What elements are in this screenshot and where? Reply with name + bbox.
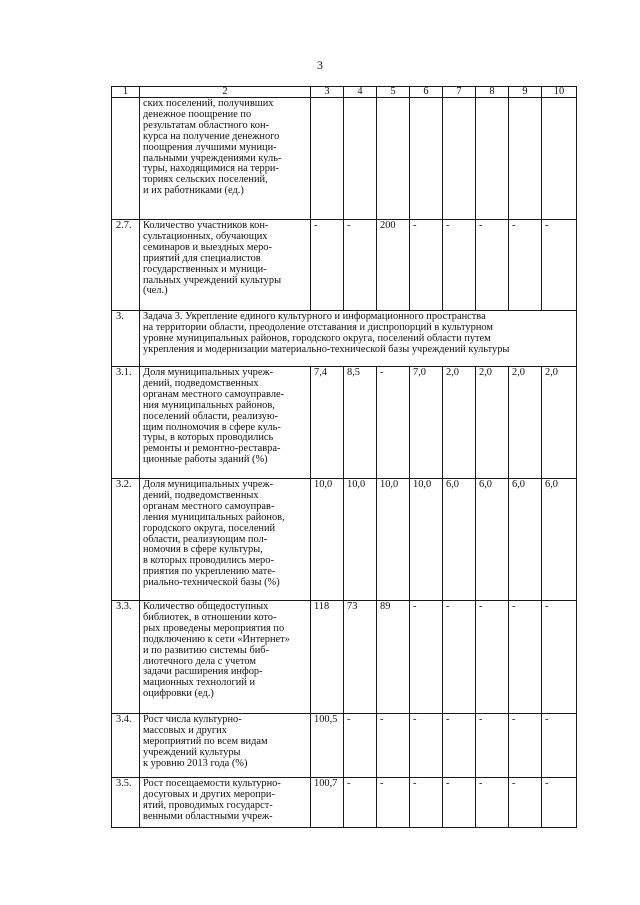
column-header: 3	[311, 87, 344, 98]
indicator-name: Рост посещаемости культурно- досуговых и других меропри- ятий, проводимых государст- венными областными учреж-	[140, 778, 311, 828]
row-number: 2.7.	[112, 220, 140, 311]
value-cell: -	[542, 778, 577, 828]
row-number: 3.5.	[112, 778, 140, 828]
value-cell: -	[410, 601, 443, 714]
column-header: 8	[476, 87, 509, 98]
table-row	[112, 98, 577, 220]
value-cell: -	[476, 601, 509, 714]
indicator-name: Количество участников кон- сультационных, обучающих семинаров и выездных меро- приятий для специалистов государственных и муници- пальных учреждений культуры (чел.)	[140, 220, 311, 311]
value-cell: -	[509, 601, 542, 714]
value-cell: 6,0	[542, 479, 577, 601]
indicator-name: ских поселений, получивших денежное поощрение по результатам областного кон- курса на получение денежного поощрения лучшими муници- пальными учреждениями куль- туры, находящимися на терри- ториях сельских поселений, и их работниками (ед.)	[140, 98, 311, 220]
column-header: 1	[112, 87, 140, 98]
row-number: 3.1.	[112, 367, 140, 479]
value-cell: 200	[377, 220, 410, 311]
row-number	[112, 98, 140, 220]
value-cell: 6,0	[443, 479, 476, 601]
value-cell	[410, 98, 443, 220]
value-cell: -	[542, 220, 577, 311]
value-cell	[443, 98, 476, 220]
row-number: 3.3.	[112, 601, 140, 714]
page-number: 3	[317, 58, 323, 72]
value-cell: -	[410, 714, 443, 778]
column-header: 7	[443, 87, 476, 98]
table-row	[112, 220, 577, 311]
value-cell	[509, 98, 542, 220]
header-row	[112, 87, 577, 98]
value-cell: 10,0	[311, 479, 344, 601]
value-cell: -	[377, 714, 410, 778]
value-cell: -	[443, 778, 476, 828]
indicator-name: Доля муниципальных учреж- дений, подведомственных органам местного самоуправ- ления муниципальных районов, городского округа, поселений области, реализующим пол- номочия в сфере культуры, в которых проводились меро- приятия по укреплению мате- риально-технической базы (%)	[140, 479, 311, 601]
value-cell: 6,0	[476, 479, 509, 601]
row-number: 3.2.	[112, 479, 140, 601]
indicator-name: Количество общедоступных библиотек, в отношении кото- рых проведены мероприятия по подключению к сети «Интернет» и по развитию системы биб- лиотечного дела с учетом задачи расширения инфор- мационных технологий и оцифровки (ед.)	[140, 601, 311, 714]
column-header: 2	[140, 87, 311, 98]
value-cell	[542, 98, 577, 220]
column-header: 5	[377, 87, 410, 98]
task-row	[112, 311, 577, 367]
value-cell: 118	[311, 601, 344, 714]
value-cell: 8,5	[344, 367, 377, 479]
column-header: 9	[509, 87, 542, 98]
value-cell: 10,0	[377, 479, 410, 601]
value-cell: -	[410, 220, 443, 311]
value-cell: 2,0	[476, 367, 509, 479]
indicator-name: Рост числа культурно- массовых и других мероприятий по всем видам учреждений культуры к уровню 2013 года (%)	[140, 714, 311, 778]
value-cell: 100,5	[311, 714, 344, 778]
value-cell: 100,7	[311, 778, 344, 828]
value-cell: -	[476, 778, 509, 828]
value-cell	[344, 98, 377, 220]
value-cell: -	[509, 714, 542, 778]
row-number: 3.	[112, 311, 140, 367]
value-cell: 6,0	[509, 479, 542, 601]
value-cell: 7,4	[311, 367, 344, 479]
value-cell: -	[410, 778, 443, 828]
table-row	[112, 601, 577, 714]
value-cell: 10,0	[344, 479, 377, 601]
value-cell: -	[476, 714, 509, 778]
value-cell: -	[542, 714, 577, 778]
value-cell: 7,0	[410, 367, 443, 479]
value-cell: 2,0	[542, 367, 577, 479]
value-cell: -	[509, 220, 542, 311]
task-description: Задача 3. Укрепление единого культурного и информационного пространства на территории области, преодоление отставания и диспропорций в культурном уровне муниципальных районов, городского округа, поселений области путем укрепления и модернизации материально-технической базы учреждений культуры	[140, 311, 577, 367]
value-cell: 2,0	[443, 367, 476, 479]
value-cell: -	[443, 714, 476, 778]
column-header: 4	[344, 87, 377, 98]
value-cell: -	[509, 778, 542, 828]
column-header: 10	[542, 87, 577, 98]
value-cell: -	[542, 601, 577, 714]
value-cell: -	[344, 714, 377, 778]
value-cell: -	[443, 601, 476, 714]
table-row	[112, 778, 577, 828]
value-cell: -	[377, 778, 410, 828]
indicators-table	[111, 86, 577, 828]
value-cell: -	[344, 778, 377, 828]
value-cell: -	[443, 220, 476, 311]
value-cell: 73	[344, 601, 377, 714]
table-row	[112, 367, 577, 479]
value-cell: -	[377, 367, 410, 479]
value-cell: 10,0	[410, 479, 443, 601]
table-row	[112, 714, 577, 778]
table-row	[112, 479, 577, 601]
value-cell: -	[476, 220, 509, 311]
value-cell: 89	[377, 601, 410, 714]
value-cell	[476, 98, 509, 220]
row-number: 3.4.	[112, 714, 140, 778]
indicator-name: Доля муниципальных учреж- дений, подведомственных органам местного самоуправле- ния муниципальных районов, поселений области, реализую- щим полномочия в сфере куль- туры, в которых проводились ремонты и ремонтно-реставра- ционные работы зданий (%)	[140, 367, 311, 479]
value-cell	[377, 98, 410, 220]
value-cell: 2,0	[509, 367, 542, 479]
value-cell: -	[344, 220, 377, 311]
value-cell: -	[311, 220, 344, 311]
column-header: 6	[410, 87, 443, 98]
value-cell	[311, 98, 344, 220]
